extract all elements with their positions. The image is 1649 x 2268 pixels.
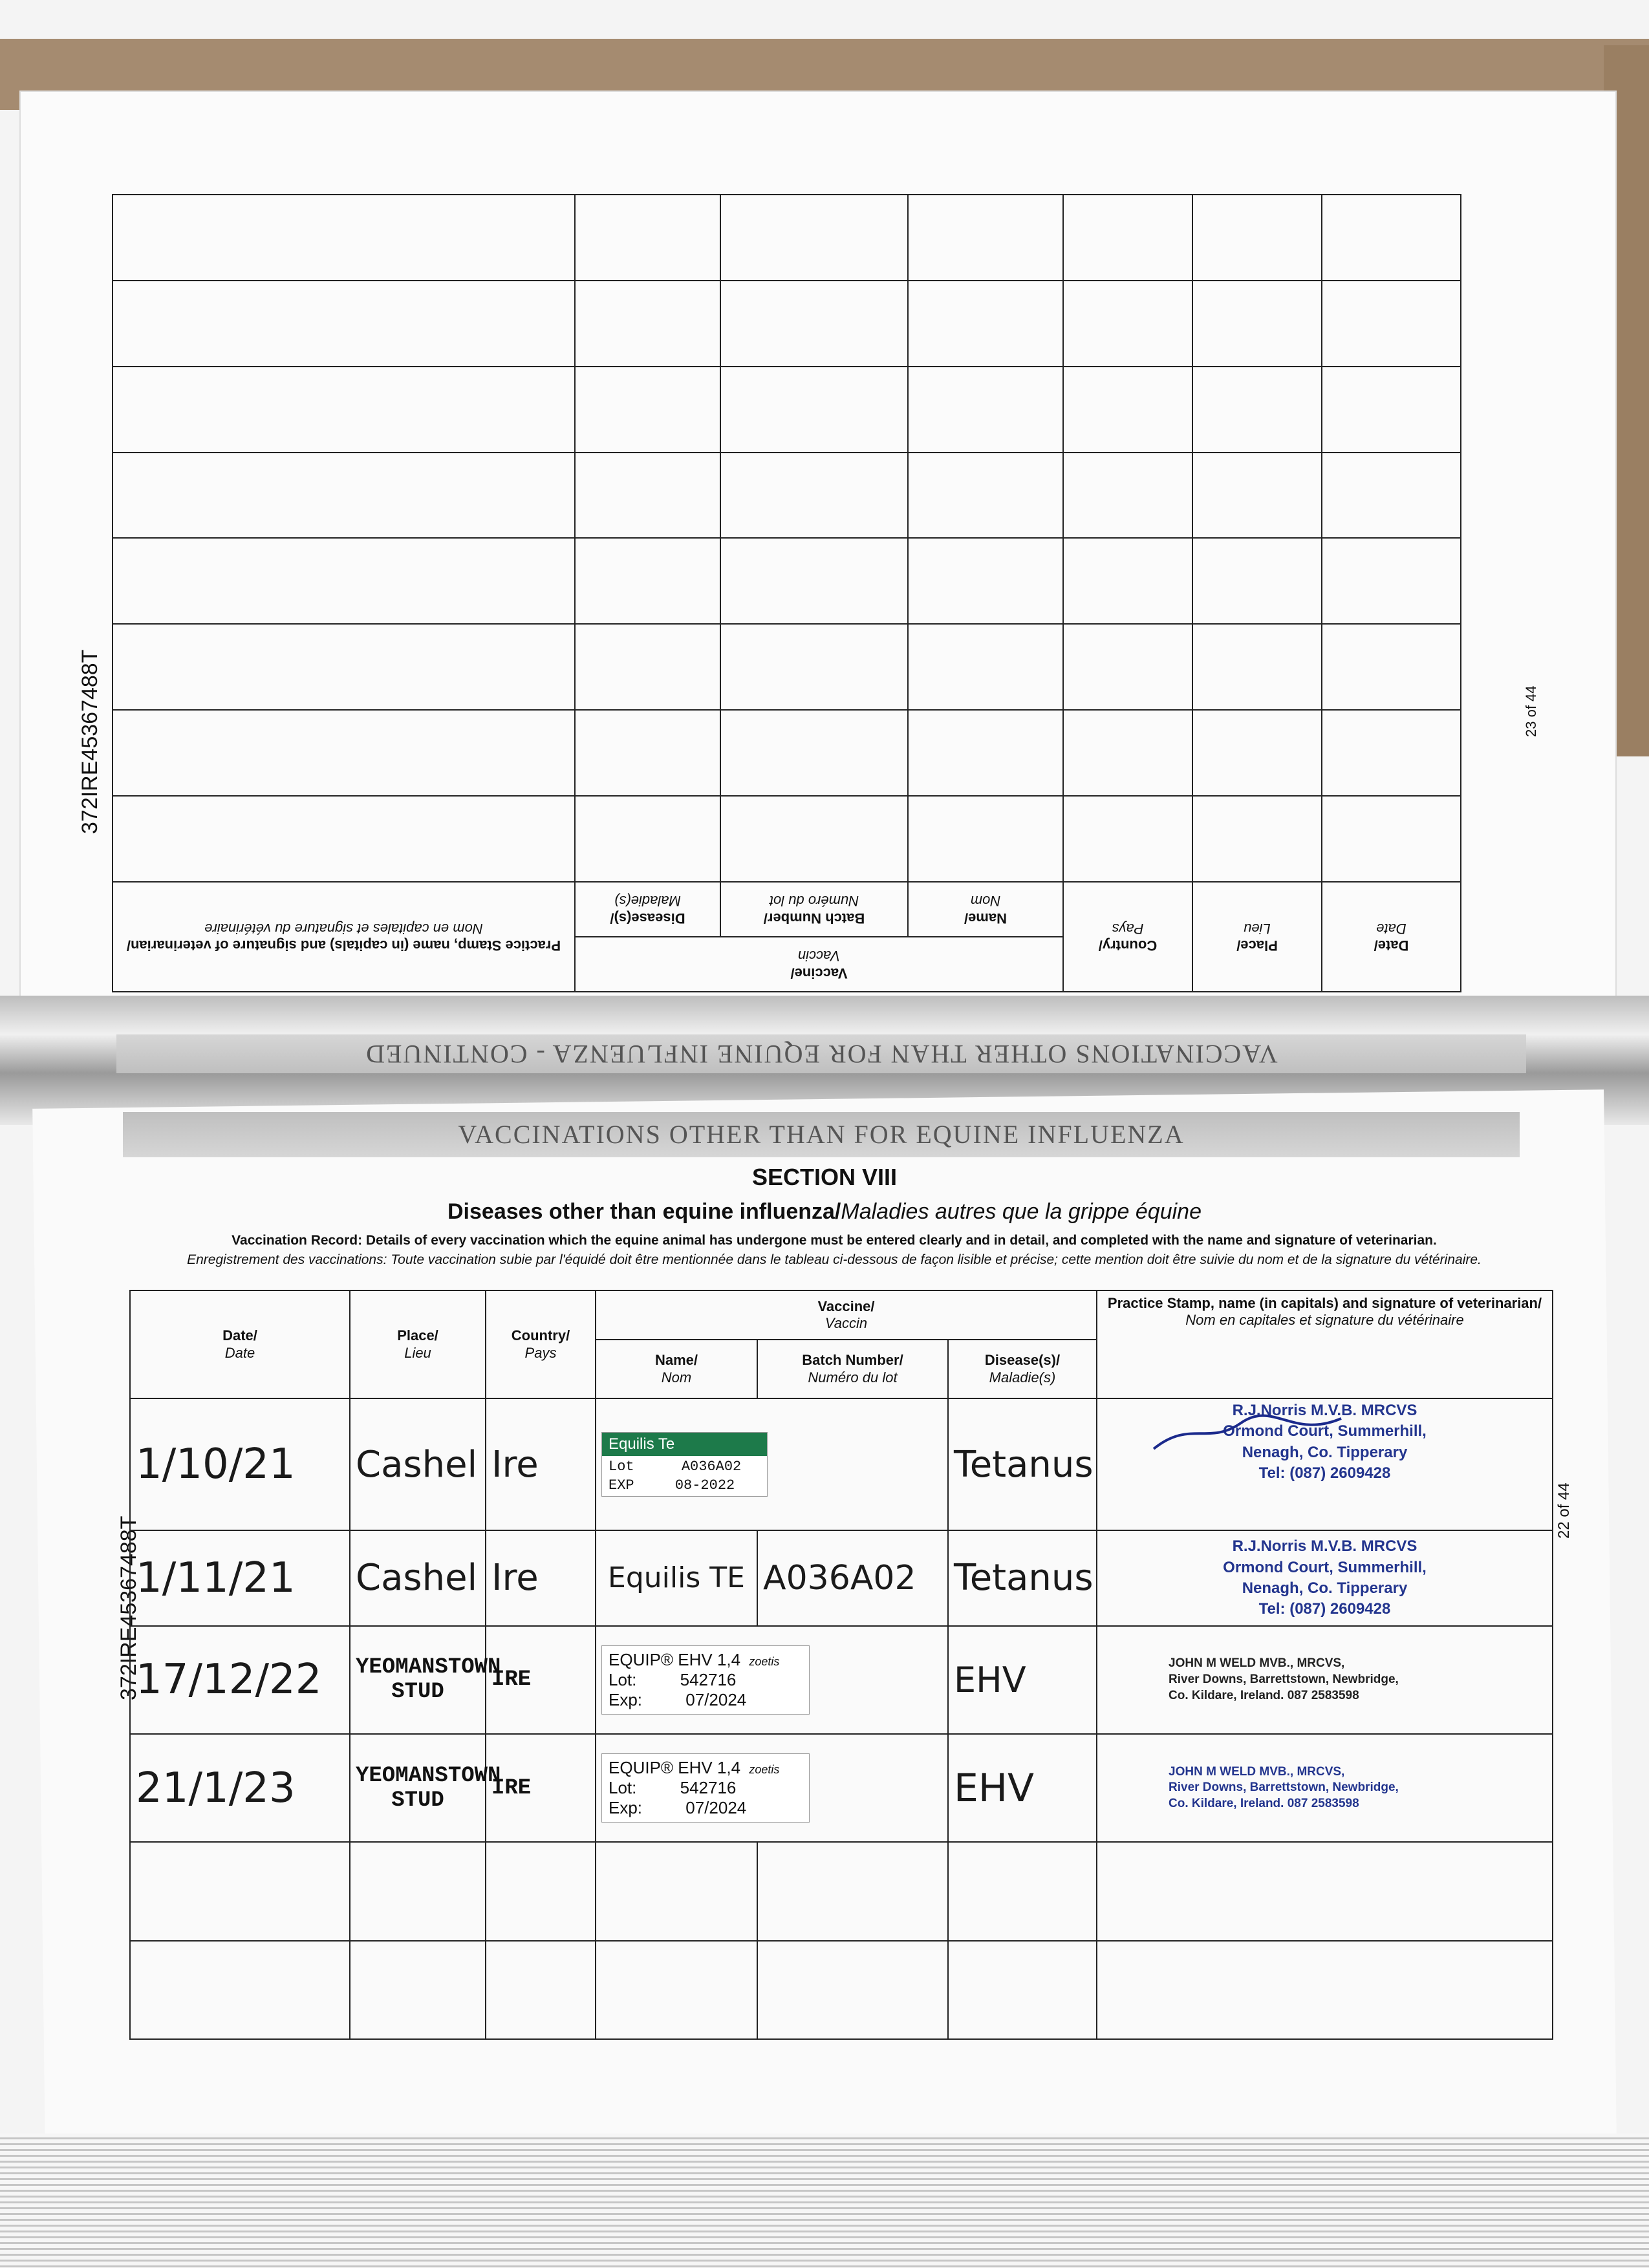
row-country: Ire: [486, 1530, 596, 1625]
row-place-stamp: YEOMANSTOWN STUD: [350, 1626, 486, 1734]
upper-empty-row: [113, 195, 1461, 281]
upper-page-number: 23 of 44: [1523, 685, 1539, 737]
sticker-lot-label: Lot:: [609, 1778, 637, 1798]
sticker-lot-label: Lot: [609, 1459, 634, 1475]
header-disease: Disease(s)/ Maladie(s): [948, 1340, 1097, 1398]
row-country: Ire: [486, 1398, 596, 1530]
sticker-exp: 07/2024: [685, 1798, 747, 1818]
vaccine-sticker-cell: [596, 1626, 948, 1734]
sticker-lot: 542716: [680, 1778, 737, 1798]
table-row: [130, 1626, 1553, 1734]
lower-band-title: VACCINATIONS OTHER THAN FOR EQUINE INFLUENZA: [123, 1112, 1520, 1157]
sticker-brand: zoetis: [749, 1654, 780, 1668]
row-country-stamp: IRE: [486, 1626, 596, 1734]
upper-header-place: Place/ Lieu: [1192, 882, 1322, 992]
upper-vaccination-table: [113, 194, 1461, 992]
table-row: [130, 1398, 1553, 1530]
vaccine-sticker: [601, 1645, 810, 1715]
row-disease: EHV: [948, 1626, 1097, 1734]
upper-header-disease: Disease(s)/ Maladie(s): [575, 882, 720, 937]
sticker-product: EQUIP® EHV 1,4: [609, 1649, 741, 1669]
sticker-exp-label: EXP: [609, 1477, 634, 1494]
upper-empty-row: [113, 367, 1461, 453]
upper-header-practice: Practice Stamp, name (in capitals) and signature of veterinarian/ Nom en capitales et signature du vétérinaire: [113, 882, 575, 992]
empty-row: [130, 1941, 1553, 2039]
header-name: Name/ Nom: [596, 1340, 757, 1398]
sticker-exp-label: Exp:: [609, 1798, 643, 1818]
vaccine-sticker-cell: [596, 1398, 948, 1530]
upper-header-batch: Batch Number/ Numéro du lot: [720, 882, 908, 937]
vaccine-sticker: [601, 1432, 768, 1497]
sticker-exp-label: Exp:: [609, 1689, 643, 1709]
upper-empty-row: [113, 281, 1461, 367]
row-country-stamp: IRE: [486, 1734, 596, 1842]
lower-passport-id: 372IRE45367488T: [116, 1515, 141, 1700]
header-date: Date/ Date: [130, 1290, 350, 1398]
upper-empty-row: [113, 710, 1461, 796]
upper-passport-id: 372IRE45367488T: [78, 649, 102, 834]
upper-header-date: Date/ Date: [1322, 882, 1461, 992]
sticker-lot: A036A02: [681, 1459, 742, 1475]
row-disease: Tetanus: [948, 1530, 1097, 1625]
vet-stamp: R.J.Norris M.V.B. MRCVS Ormond Court, Summerhill, Nenagh, Co. Tipperary Tel: (087) 2609428: [1097, 1530, 1553, 1625]
row-date: 1/10/21: [130, 1398, 350, 1530]
scan-edge: [0, 2134, 1649, 2268]
header-vaccine: Vaccine/ Vaccin: [596, 1290, 1097, 1340]
instruction-english: Vaccination Record: Details of every vaccination which the equine animal has undergone must be entered clearly and in detail, and completed with the name and signature of veterinarian.: [232, 1233, 1437, 1248]
vet-stamp: JOHN M WELD MVB., MRCVS, River Downs, Barrettstown, Newbridge, Co. Kildare, Ireland. 087 2583598: [1097, 1734, 1553, 1842]
upper-header-country: Country/ Pays: [1063, 882, 1192, 992]
row-date: 1/11/21: [130, 1530, 350, 1625]
row-place: Cashel: [350, 1530, 486, 1625]
row-disease: EHV: [948, 1734, 1097, 1842]
lower-page-number: 22 of 44: [1555, 1482, 1573, 1539]
upper-empty-row: [113, 539, 1461, 625]
table-row: [130, 1734, 1553, 1842]
sticker-lot: 542716: [680, 1669, 737, 1689]
row-batch: A036A02: [757, 1530, 948, 1625]
sticker-exp: 07/2024: [685, 1689, 747, 1709]
sticker-product: Equilis Te: [602, 1433, 767, 1456]
vet-stamp: R.J.Norris M.V.B. MRCVS Ormond Court, Summerhill, Nenagh, Co. Tipperary Tel: (087) 2609428: [1097, 1398, 1553, 1530]
header-batch: Batch Number/ Numéro du lot: [757, 1340, 948, 1398]
row-date: 21/1/23: [130, 1734, 350, 1842]
upper-empty-row: [113, 624, 1461, 710]
header-country: Country/ Pays: [486, 1290, 596, 1398]
header-place: Place/ Lieu: [350, 1290, 486, 1398]
vaccine-sticker: [601, 1753, 810, 1823]
upper-header-vaccine: Vaccine/ Vaccin: [575, 937, 1063, 992]
row-place-stamp: YEOMANSTOWN STUD: [350, 1734, 486, 1842]
sticker-product: EQUIP® EHV 1,4: [609, 1758, 741, 1778]
vaccine-sticker-cell: [596, 1734, 948, 1842]
upper-band-title: VACCINATIONS OTHER THAN FOR EQUINE INFLUENZA - CONTINUED: [116, 1034, 1526, 1073]
row-place: Cashel: [350, 1398, 486, 1530]
upper-empty-row: [113, 796, 1461, 882]
row-vaccine-name: Equilis TE: [596, 1530, 757, 1625]
lower-vaccination-table: [129, 1290, 1552, 2040]
section-subtitle: Diseases other than equine influenza/Maladies autres que la grippe équine: [447, 1199, 1202, 1224]
empty-row: [130, 1842, 1553, 1940]
sticker-brand: zoetis: [749, 1763, 780, 1777]
sticker-exp: 08-2022: [674, 1477, 735, 1494]
instruction-french: Enregistrement des vaccinations: Toute vaccination subie par l'équidé doit être mentionnée dans le tableau ci-dessous de façon lisible et précise; cette mention doit être suivie du nom et de la signature du vétérinaire.: [187, 1252, 1482, 1267]
sticker-lot-label: Lot:: [609, 1669, 637, 1689]
upper-empty-row: [113, 453, 1461, 539]
row-date: 17/12/22: [130, 1626, 350, 1734]
signature-mark: [1150, 1413, 1344, 1452]
upper-header-name: Name/ Nom: [908, 882, 1063, 937]
header-practice: Practice Stamp, name (in capitals) and signature of veterinarian/ Nom en capitales et signature du vétérinaire: [1097, 1290, 1553, 1398]
row-disease: Tetanus: [948, 1398, 1097, 1530]
vet-stamp: JOHN M WELD MVB., MRCVS, River Downs, Barrettstown, Newbridge, Co. Kildare, Ireland. 087 2583598: [1097, 1626, 1553, 1734]
section-title: SECTION VIII: [751, 1164, 898, 1190]
table-row: [130, 1530, 1553, 1625]
